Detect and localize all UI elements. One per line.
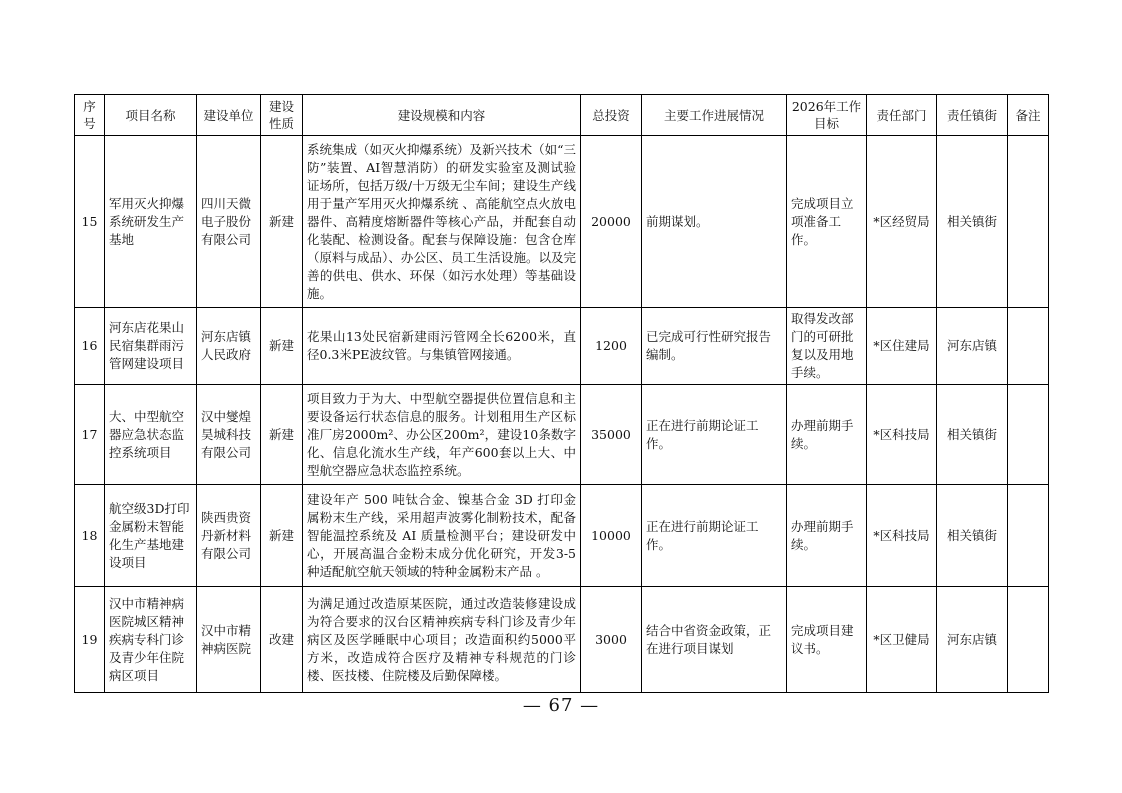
cell-unit: 四川天微电子股份有限公司: [197, 136, 261, 308]
project-table: [74, 94, 1049, 693]
header-dept: 责任部门: [867, 95, 937, 136]
table-row: [75, 308, 1049, 385]
cell-note: [1008, 485, 1049, 587]
cell-invest: 35000: [581, 385, 642, 485]
cell-dept: *区经贸局: [867, 136, 937, 308]
cell-nature: 新建: [261, 485, 303, 587]
cell-progress: 已完成可行性研究报告编制。: [642, 308, 787, 385]
cell-progress: 结合中省资金政策，正在进行项目谋划: [642, 587, 787, 693]
cell-unit: 陕西贵资丹新材料有限公司: [197, 485, 261, 587]
cell-seq: 17: [75, 385, 105, 485]
cell-nature: 新建: [261, 385, 303, 485]
cell-name: 河东店花果山民宿集群雨污管网建设项目: [105, 308, 197, 385]
cell-seq: 19: [75, 587, 105, 693]
cell-name: 军用灭火抑爆系统研发生产基地: [105, 136, 197, 308]
cell-progress: 正在进行前期论证工作。: [642, 385, 787, 485]
header-scale: 建设规模和内容: [303, 95, 581, 136]
cell-seq: 15: [75, 136, 105, 308]
cell-dept: *区科技局: [867, 385, 937, 485]
table-row: [75, 136, 1049, 308]
cell-nature: 改建: [261, 587, 303, 693]
cell-progress: 前期谋划。: [642, 136, 787, 308]
table-row: [75, 485, 1049, 587]
header-name: 项目名称: [105, 95, 197, 136]
header-progress: 主要工作进展情况: [642, 95, 787, 136]
header-invest: 总投资: [581, 95, 642, 136]
cell-invest: 3000: [581, 587, 642, 693]
cell-goal: 取得发改部门的可研批复以及用地手续。: [787, 308, 867, 385]
cell-invest: 1200: [581, 308, 642, 385]
header-town: 责任镇街: [937, 95, 1008, 136]
cell-scale: 建设年产 500 吨钛合金、镍基合金 3D 打印金属粉末生产线，采用超声波雾化制粉技术，配备智能温控系统及 AI 质量检测平台；建设研发中心，开展高温合金粉末成分优化研究，开发3-5种适配航空航天领域的特种金属粉末产品 。: [303, 485, 581, 587]
table-header-row: [75, 95, 1049, 136]
cell-town: 河东店镇: [937, 587, 1008, 693]
cell-scale: 为满足通过改造原某医院，通过改造装修建设成为符合要求的汉台区精神疾病专科门诊及青少年病区及医学睡眠中心项目；改造面积约5000平方米，改造成符合医疗及精神专科规范的门诊楼、医技楼、住院楼及后勤保障楼。: [303, 587, 581, 693]
cell-nature: 新建: [261, 308, 303, 385]
cell-unit: 汉中市精神病医院: [197, 587, 261, 693]
cell-goal: 完成项目建议书。: [787, 587, 867, 693]
cell-invest: 20000: [581, 136, 642, 308]
header-unit: 建设单位: [197, 95, 261, 136]
cell-dept: *区科技局: [867, 485, 937, 587]
cell-dept: *区卫健局: [867, 587, 937, 693]
cell-town: 河东店镇: [937, 308, 1008, 385]
cell-name: 汉中市精神病医院城区精神疾病专科门诊及青少年住院病区项目: [105, 587, 197, 693]
cell-note: [1008, 136, 1049, 308]
cell-scale: 项目致力于为大、中型航空器提供位置信息和主要设备运行状态信息的服务。计划租用生产区标准厂房2000m²、办公区200m²，建设10条数字化、信息化流水生产线，年产600套以上大、中型航空器应急状态监控系统。: [303, 385, 581, 485]
cell-note: [1008, 587, 1049, 693]
cell-town: 相关镇街: [937, 385, 1008, 485]
table-row: [75, 587, 1049, 693]
cell-town: 相关镇街: [937, 485, 1008, 587]
cell-town: 相关镇街: [937, 136, 1008, 308]
cell-invest: 10000: [581, 485, 642, 587]
table-row: [75, 385, 1049, 485]
cell-nature: 新建: [261, 136, 303, 308]
cell-progress: 正在进行前期论证工作。: [642, 485, 787, 587]
cell-seq: 16: [75, 308, 105, 385]
cell-note: [1008, 385, 1049, 485]
cell-scale: 系统集成（如灭火抑爆系统）及新兴技术（如“三防”装置、AI智慧消防）的研发实验室及测试验证场所，包括万级/十万级无尘车间；建设生产线用于量产军用灭火抑爆系统 、高能航空点火放电器件、高精度熔断器件等核心产品，并配套自动化装配、检测设备。配套与保障设施：包含仓库（原料与成品）、办公区、员工生活设施。以及完善的供电、供水、环保（如污水处理）等基础设施。: [303, 136, 581, 308]
header-goal: 2026年工作目标: [787, 95, 867, 136]
cell-scale: 花果山13处民宿新建雨污管网全长6200米，直径0.3米PE波纹管。与集镇管网接通。: [303, 308, 581, 385]
cell-seq: 18: [75, 485, 105, 587]
cell-unit: 河东店镇人民政府: [197, 308, 261, 385]
cell-dept: *区住建局: [867, 308, 937, 385]
page-number: — 67 —: [522, 695, 600, 716]
cell-goal: 完成项目立项准备工作。: [787, 136, 867, 308]
cell-name: 航空级3D打印金属粉末智能化生产基地建设项目: [105, 485, 197, 587]
cell-goal: 办理前期手续。: [787, 485, 867, 587]
cell-unit: 汉中燮煌昊城科技有限公司: [197, 385, 261, 485]
header-seq: 序号: [75, 95, 105, 136]
header-note: 备注: [1008, 95, 1049, 136]
cell-note: [1008, 308, 1049, 385]
cell-goal: 办理前期手续。: [787, 385, 867, 485]
header-nature: 建设性质: [261, 95, 303, 136]
cell-name: 大、中型航空器应急状态监控系统项目: [105, 385, 197, 485]
